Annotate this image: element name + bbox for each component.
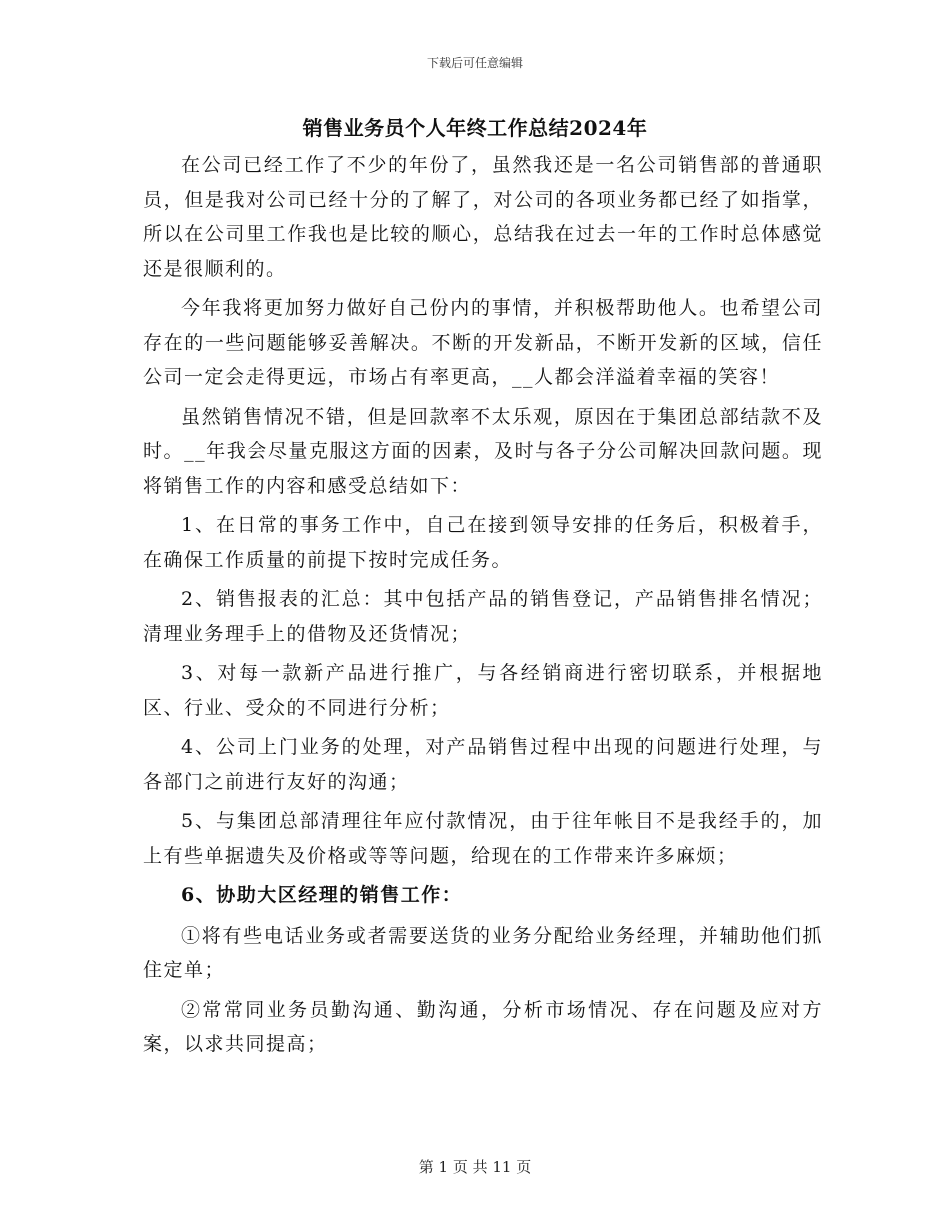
- document-body: [143, 148, 823, 1067]
- paragraph-collection: 虽然销售情况不错，但是回款率不太乐观，原因在于集团总部结款不及时。__年我会尽量克服这方面的因素，及时与各子分公司解决回款问题。现将销售工作的内容和感受总结如下：: [143, 405, 823, 497]
- page-number: 第 1 页 共 11 页: [418, 1158, 532, 1176]
- list-item-2: 2、销售报表的汇总：其中包括产品的销售登记，产品销售排名情况；清理业务理手上的借物及还货情况；: [143, 588, 823, 645]
- paragraph-plan: 今年我将更加努力做好自己份内的事情，并积极帮助他人。也希望公司存在的一些问题能够妥善解决。不断的开发新品，不断开发新的区域，信任公司一定会走得更远，市场占有率更高，__人都会洋溢着幸福的笑容！: [143, 297, 823, 388]
- list-item-1: 1、在日常的事务工作中，自己在接到领导安排的任务后，积极着手，在确保工作质量的前提下按时完成任务。: [143, 514, 823, 571]
- sub-item-1: ①将有些电话业务或者需要送货的业务分配给业务经理，并辅助他们抓住定单；: [143, 924, 823, 981]
- header-note: 下载后可任意编辑: [426, 56, 523, 70]
- document-title: 销售业务员个人年终工作总结2024年: [302, 116, 648, 140]
- paragraph-intro: 在公司已经工作了不少的年份了，虽然我还是一名公司销售部的普通职员，但是我对公司已经十分的了解了，对公司的各项业务都已经了如指掌，所以在公司里工作我也是比较的顺心，总结我在过去一年的工作时总体感觉还是很顺利的。: [143, 154, 823, 280]
- list-item-4: 4、公司上门业务的处理，对产品销售过程中出现的问题进行处理，与各部门之前进行友好的沟通；: [143, 736, 823, 793]
- list-item-5: 5、与集团总部清理往年应付款情况，由于往年帐目不是我经手的，加上有些单据遗失及价格或等等问题，给现在的工作带来许多麻烦；: [143, 810, 823, 867]
- list-item-3: 3、对每一款新产品进行推广，与各经销商进行密切联系，并根据地区、行业、受众的不同进行分析；: [143, 662, 823, 719]
- sub-item-2: ②常常同业务员勤沟通、勤沟通，分析市场情况、存在问题及应对方案，以求共同提高；: [143, 998, 823, 1055]
- section-heading-6: 6、协助大区经理的销售工作：: [181, 884, 463, 906]
